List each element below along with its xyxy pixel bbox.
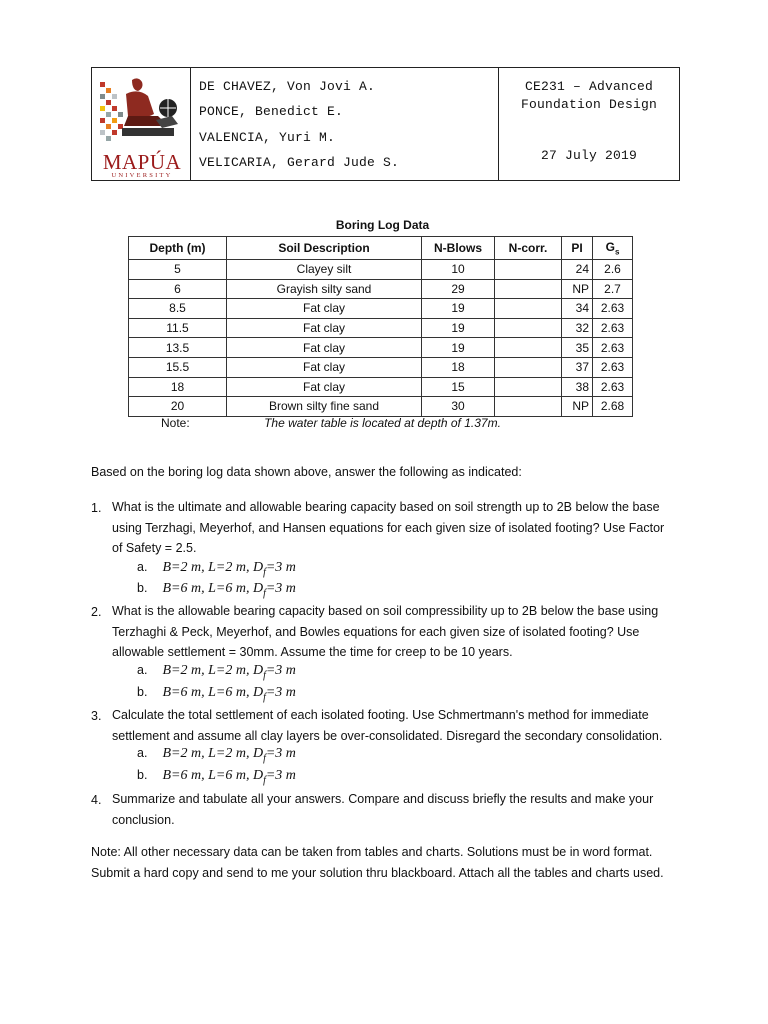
- note-text: The water table is located at depth of 1.37m.: [264, 416, 501, 430]
- question-line: Summarize and tabulate all your answers. Compare and discuss briefly the results and make your: [112, 792, 654, 806]
- table-cell: 2.63: [593, 377, 633, 397]
- table-cell: 2.63: [593, 357, 633, 377]
- table-cell: 19: [422, 318, 495, 338]
- table-cell: 29: [422, 279, 495, 299]
- column-header: Soil Description: [227, 237, 422, 260]
- sub-item-label: a.: [137, 663, 148, 677]
- footing-dimensions: B=6 m, L=6 m, $D_f=3$ m: [162, 581, 296, 599]
- question-line: settlement and assume all clay layers be over-consolidated. Disregard the secondary consolidation.: [112, 728, 663, 743]
- table-cell: 2.7: [593, 279, 633, 299]
- sub-item: [137, 560, 296, 578]
- table-cell: 2.63: [593, 338, 633, 358]
- table-caption: Boring Log Data: [335, 218, 430, 232]
- table-cell: 30: [422, 397, 495, 417]
- table-cell: 34: [562, 299, 593, 319]
- table-cell: 15: [422, 377, 495, 397]
- closing-line: Note: All other necessary data can be taken from tables and charts. Solutions must be in word format.: [91, 845, 653, 859]
- table-cell: [495, 357, 562, 377]
- table-row: [129, 279, 633, 299]
- sub-item: [137, 581, 296, 599]
- table-cell: [495, 338, 562, 358]
- table-row: [129, 260, 633, 280]
- university-logo-icon: [92, 68, 190, 150]
- table-cell: 2.68: [593, 397, 633, 417]
- logo-wordmark: MAPÚA: [102, 150, 182, 174]
- table-body: [129, 260, 633, 417]
- table-cell: Fat clay: [227, 377, 422, 397]
- table-cell: 15.5: [129, 357, 227, 377]
- question-line: of Safety = 2.5.: [112, 541, 197, 555]
- sub-item-label: a.: [137, 560, 148, 574]
- author-name: PONCE, Benedict E.: [199, 104, 344, 119]
- table-cell: [495, 377, 562, 397]
- table-cell: 10: [422, 260, 495, 280]
- question-text: [112, 705, 682, 746]
- table-cell: 20: [129, 397, 227, 417]
- footing-dimensions: B=6 m, L=6 m, $D_f=3$ m: [162, 768, 296, 786]
- column-header: Depth (m): [129, 237, 227, 260]
- table-cell: [495, 299, 562, 319]
- table-cell: 6: [129, 279, 227, 299]
- question-line: What is the allowable bearing capacity based on soil compressibility up to 2B below the base using: [112, 604, 659, 618]
- author-name: DE CHAVEZ, Von Jovi A.: [199, 79, 376, 94]
- table-cell: Clayey silt: [227, 260, 422, 280]
- question-number: 3.: [91, 709, 102, 723]
- logo-cell: [92, 68, 191, 180]
- table-cell: 18: [129, 377, 227, 397]
- table-cell: 24: [562, 260, 593, 280]
- question-line: What is the ultimate and allowable bearing capacity based on soil strength up to 2B below the base: [112, 500, 660, 514]
- table-cell: Fat clay: [227, 357, 422, 377]
- table-cell: 38: [562, 377, 593, 397]
- table-cell: Fat clay: [227, 338, 422, 358]
- question-line: allowable settlement = 30mm. Assume the time for creep to be 10 years.: [112, 645, 513, 659]
- column-header: N-Blows: [422, 237, 495, 260]
- author-name: VELICARIA, Gerard Jude S.: [199, 155, 400, 170]
- question-number: 2.: [91, 605, 102, 619]
- author-name: VALENCIA, Yuri M.: [199, 130, 336, 145]
- table-row: [129, 397, 633, 417]
- sub-item: [137, 685, 296, 703]
- sub-item-label: b.: [137, 581, 148, 595]
- question-line: Calculate the total settlement of each isolated footing. Use Schmertmann's method for immediate: [112, 708, 649, 722]
- table-row: [129, 357, 633, 377]
- question-text: [112, 789, 682, 830]
- table-cell: NP: [562, 279, 593, 299]
- table-cell: NP: [562, 397, 593, 417]
- footing-dimensions: B=6 m, L=6 m, $D_f=3$ m: [162, 685, 296, 703]
- question-number: 4.: [91, 793, 102, 807]
- question-line: Terzhaghi & Peck, Meyerhof, and Bowles equations for each given size of isolated footing? Use: [112, 624, 640, 639]
- column-header: $G_s$: [593, 237, 633, 260]
- question-text: [112, 497, 682, 559]
- table-row: [129, 299, 633, 319]
- sub-item: [137, 768, 296, 786]
- table-cell: 2.63: [593, 318, 633, 338]
- intro-text: Based on the boring log data shown above, answer the following as indicated:: [91, 465, 522, 479]
- question-line: using Terzhagi, Meyerhof, and Hansen equations for each given size of isolated footing? Use Factor: [112, 520, 665, 535]
- course-title: CE231 – Advanced: [524, 79, 654, 94]
- course-subtitle: Foundation Design: [520, 97, 658, 112]
- document-header: [91, 67, 680, 181]
- sub-item-label: b.: [137, 685, 148, 699]
- question-number: 1.: [91, 501, 102, 515]
- sub-item-label: b.: [137, 768, 148, 782]
- table-row: [129, 377, 633, 397]
- table-cell: Brown silty fine sand: [227, 397, 422, 417]
- question-line: conclusion.: [112, 812, 175, 827]
- table-cell: 11.5: [129, 318, 227, 338]
- sub-item: [137, 663, 296, 681]
- author-names: [191, 68, 499, 180]
- table-cell: [495, 260, 562, 280]
- table-cell: [495, 397, 562, 417]
- footing-dimensions: B=2 m, L=2 m, $D_f=3$ m: [162, 663, 296, 681]
- footing-dimensions: B=2 m, L=2 m, $D_f=3$ m: [162, 560, 296, 578]
- table-cell: 2.63: [593, 299, 633, 319]
- table-cell: Fat clay: [227, 318, 422, 338]
- table-cell: 32: [562, 318, 593, 338]
- table-cell: 2.6: [593, 260, 633, 280]
- table-cell: 19: [422, 338, 495, 358]
- table-header-row: [129, 237, 633, 260]
- table-cell: 35: [562, 338, 593, 358]
- sub-item-label: a.: [137, 746, 148, 760]
- column-header: N-corr.: [495, 237, 562, 260]
- footing-dimensions: B=2 m, L=2 m, $D_f=3$ m: [162, 746, 296, 764]
- table-cell: 19: [422, 299, 495, 319]
- course-info: [499, 68, 679, 180]
- table-cell: [495, 318, 562, 338]
- table-cell: [495, 279, 562, 299]
- closing-note: [91, 842, 691, 883]
- closing-line: Submit a hard copy and send to me your solution thru blackboard. Attach all the tables and charts used.: [91, 865, 664, 880]
- table-cell: 13.5: [129, 338, 227, 358]
- table-cell: 8.5: [129, 299, 227, 319]
- table-cell: 18: [422, 357, 495, 377]
- table-row: [129, 318, 633, 338]
- table-cell: Grayish silty sand: [227, 279, 422, 299]
- table-cell: 5: [129, 260, 227, 280]
- table-row: [129, 338, 633, 358]
- column-header: PI: [562, 237, 593, 260]
- question-text: [112, 601, 682, 663]
- document-date: 27 July 2019: [540, 148, 637, 163]
- boring-log-table: [128, 236, 633, 417]
- sub-item: [137, 746, 296, 764]
- logo-subtitle: UNIVERSITY: [111, 172, 173, 179]
- table-cell: 37: [562, 357, 593, 377]
- note-label: Note:: [161, 416, 190, 430]
- table-cell: Fat clay: [227, 299, 422, 319]
